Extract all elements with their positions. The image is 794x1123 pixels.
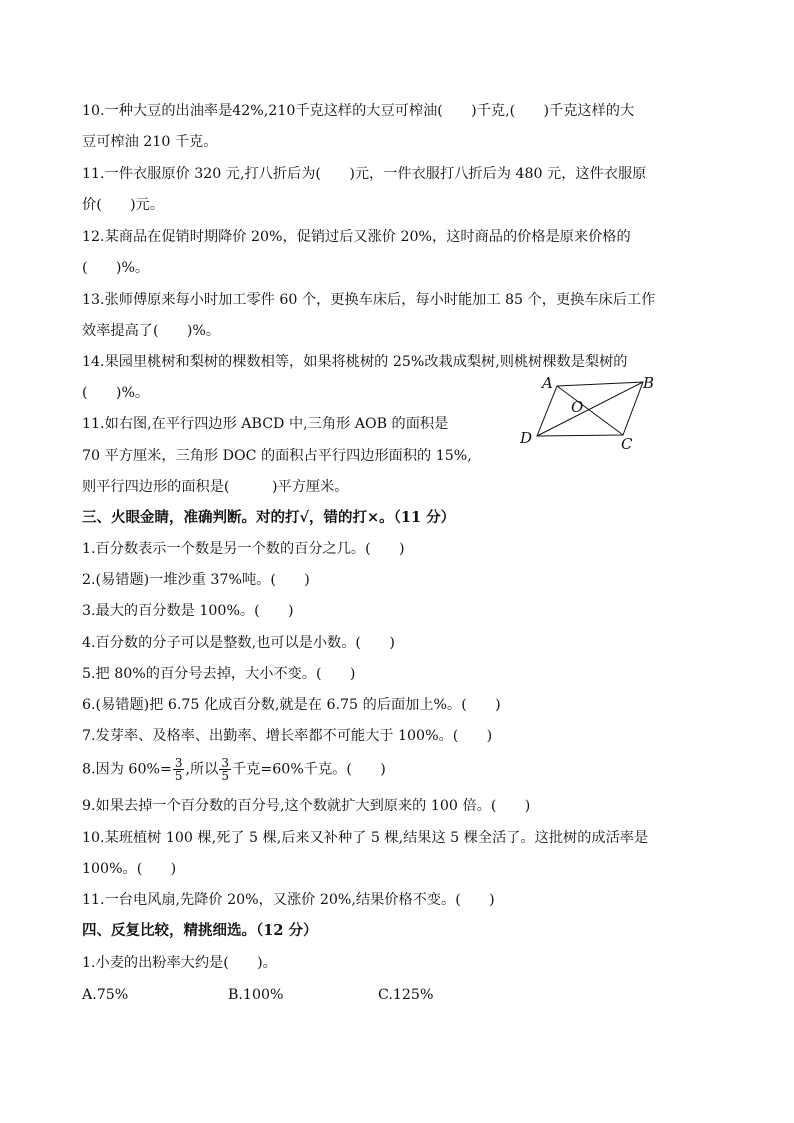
vertex-label-b: B <box>643 374 655 392</box>
option-b: B.100% <box>228 987 284 1003</box>
section-3-title: 三、火眼金睛，准确判断。对的打√，错的打×。（11 分） <box>82 509 456 526</box>
vertex-label-a: A <box>542 374 553 392</box>
fill-in-11-line2: 价( )元。 <box>82 197 165 213</box>
fill-in-12-line2: ( )%。 <box>82 260 150 276</box>
section-4-title: 四、反复比较，精挑细选。（12 分） <box>82 922 318 939</box>
fill-in-14-line2: ( )%。 <box>82 385 150 401</box>
fraction-three-fifths: $\frac{3}{5}$ <box>174 756 183 783</box>
judge-item-7: 7.发芽率、及格率、出勤率、增长率都不可能大于 100%。( ) <box>82 728 493 744</box>
fill-in-10-line2: 豆可榨油 210 千克。 <box>82 134 218 150</box>
fill-in-13-line2: 效率提高了( )%。 <box>82 323 221 339</box>
fill-in-13-line1: 13.张师傅原来每小时加工零件 60 个，更换车床后，每小时能加工 85 个，更换车床后工作 <box>82 292 656 308</box>
judge-item-10-line2: 100%。( ) <box>82 861 177 877</box>
judge-item-11: 11.一台电风扇,先降价 20%，又涨价 20%,结果价格不变。( ) <box>82 892 495 908</box>
judge-item-1: 1.百分数表示一个数是另一个数的百分之几。( ) <box>82 541 405 557</box>
judge-item-5: 5.把 80%的百分号去掉，大小不变。( ) <box>82 666 356 682</box>
diagonal-ac <box>557 386 623 435</box>
judge-item-3: 3.最大的百分数是 100%。( ) <box>82 603 294 619</box>
option-a: A.75% <box>82 987 129 1003</box>
parallelogram-question-line2: 70 平方厘米，三角形 DOC 的面积占平行四边形面积的 15%, <box>82 448 472 464</box>
judge-item-10-line1: 10.某班植树 100 棵,死了 5 棵,后来又补种了 5 棵,结果这 5 棵全活了。这批树的成活率是 <box>82 830 649 846</box>
judge-item-9: 9.如果去掉一个百分数的百分号,这个数就扩大到原来的 100 倍。( ) <box>82 798 531 814</box>
vertex-label-d: D <box>520 429 533 447</box>
judge-item-4: 4.百分数的分子可以是整数,也可以是小数。( ) <box>82 635 395 651</box>
fraction-three-fifths-2: $\frac{3}{5}$ <box>221 756 230 783</box>
fill-in-12-line1: 12.某商品在促销时期降价 20%，促销过后又涨价 20%，这时商品的价格是原来价格的 <box>82 229 631 245</box>
vertex-label-c: C <box>621 435 633 452</box>
judge-item-8: 8.因为 60%= $\frac{3}{5}$ ,所以 $\frac{3}{5}$ 千克=60%千克。( ) <box>82 756 386 783</box>
fill-in-10-line1: 10.一种大豆的出油率是42%,210千克这样的大豆可榨油( )千克,( )千克这样的大 <box>82 103 635 119</box>
choice-question-1: 1.小麦的出粉率大约是( )。 <box>82 955 277 971</box>
judge-item-2: 2.(易错题)一堆沙重 37%吨。( ) <box>82 572 310 588</box>
parallelogram-question-line3: 则平行四边形的面积是( )平方厘米。 <box>82 479 349 495</box>
option-c: C.125% <box>378 987 434 1003</box>
center-label-o: O <box>571 398 584 416</box>
parallelogram-question-line1: 11.如右图,在平行四边形 ABCD 中,三角形 AOB 的面积是 <box>82 416 449 432</box>
fill-in-14-line1: 14.果园里桃树和梨树的棵数相等，如果将桃树的 25%改栽成梨树,则桃树棵数是梨树的 <box>82 354 628 370</box>
parallelogram-figure <box>515 372 665 452</box>
judge-item-6: 6.(易错题)把 6.75 化成百分数,就是在 6.75 的后面加上%。( ) <box>82 697 501 713</box>
choice-options <box>82 985 433 1005</box>
diagonal-bd <box>537 382 643 436</box>
fill-in-11-line1: 11.一件衣服原价 320 元,打八折后为( )元，一件衣服打八折后为 480 元，这件衣服原 <box>82 166 647 182</box>
